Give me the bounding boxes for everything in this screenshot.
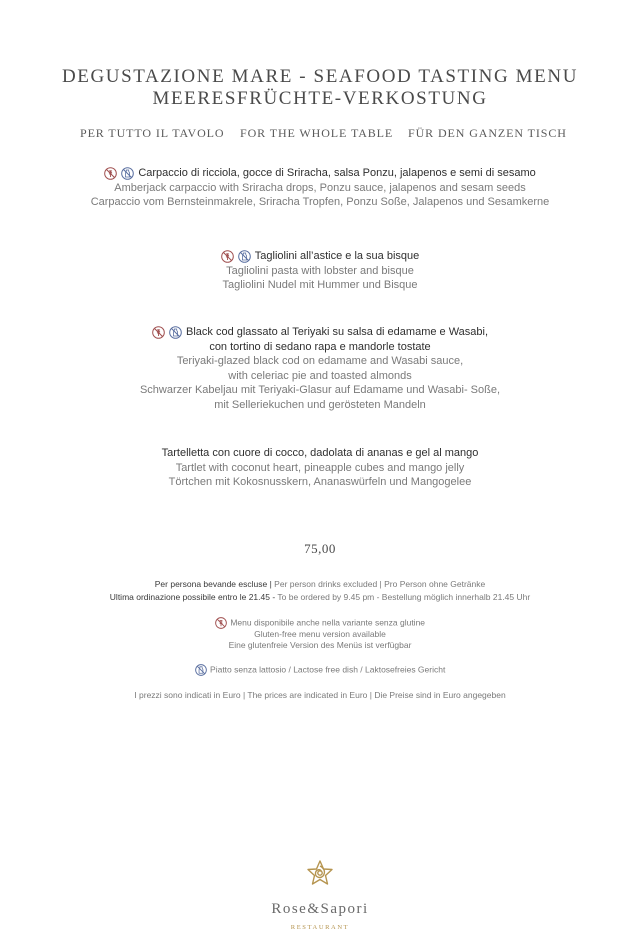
course-1 [0,166,640,210]
subhead-italian: PER TUTTO IL TAVOLO [80,126,225,140]
lactose-free-icon [195,664,207,676]
lactose-free-icon [238,250,251,263]
menu-price: 75,00 [304,541,336,556]
course-english: Amberjack carpaccio with Sriracha drops, Ponzu sauce, jalapenos and sesam seeds [114,181,526,194]
rose-logo [304,858,336,890]
course-german: Tagliolini Nudel mit Hummer und Bisque [222,279,418,292]
dish-name: Carpaccio di ricciola, gocce di Sriracha, salsa Ponzu, jalapenos e semi di sesamo [138,167,536,180]
course-4 [0,446,640,490]
dish-name: Tagliolini all’astice e la sua bisque [254,250,420,263]
lactose-free-icon [169,326,182,339]
gluten-free-icon [104,167,117,180]
gluten-free-legend [0,617,640,651]
lactose-free-legend [0,664,640,676]
course-german: Törtchen mit Kokosnusskern, Ananaswürfeln und Mangogelee [168,476,472,488]
dish-name: Black cod glassato al Teriyaki su salsa di edamame e Wasabi, [186,326,489,339]
drinks-note-italian: Per persona bevande escluse | [154,579,272,589]
currency-note: I prezzi sono indicati in Euro | The prices are indicated in Euro | Die Preise sind in Euro angegeben [134,690,506,700]
diet-icons [152,325,183,340]
drinks-note [0,578,640,591]
menu-title: DEGUSTAZIONE MARE - SEAFOOD TASTING MENU [61,66,579,87]
course-2 [0,249,640,293]
gluten-legend-italian: Menu disponibile anche nella variante senza glutine [230,617,426,628]
subhead-german: FÜR DEN GANZEN TISCH [408,126,567,140]
menu-title-german: MEERESFRÜCHTE-VERKOSTUNG [152,88,488,109]
course-italian: Tartelletta con cuore di cocco, dadolata di ananas e gel al mango [161,447,479,459]
order-note-translations: To be ordered by 9.45 pm - Bestellung möglich innerhalb 21.45 Uhr [277,592,531,602]
course-english-cont: with celeriac pie and toasted almonds [228,369,412,382]
gluten-legend-english: Gluten-free menu version available [254,629,386,639]
order-note [0,591,640,604]
course-english: Tagliolini pasta with lobster and bisque [226,264,414,277]
diet-icons [104,166,135,181]
drinks-note-translations: Per person drinks excluded | Pro Person ohne Getränke [274,579,486,589]
order-note-italian: Ultima ordinazione possibile entro le 21.45 - [109,592,276,602]
course-english: Tartlet with coconut heart, pineapple cubes and mango jelly [175,461,465,474]
course-german-cont: mit Selleriekuchen und gerösteten Mandeln [214,398,426,411]
gluten-free-icon [221,250,234,263]
subhead-english: FOR THE WHOLE TABLE [240,126,394,140]
course-german: Carpaccio vom Bernsteinmakrele, Sriracha Tropfen, Ponzu Soße, Jalapenos und Sesamkerne [90,196,550,209]
course-italian [0,325,640,340]
diet-icons [221,249,252,264]
restaurant-name: Rose&Sapori [271,901,369,917]
gluten-legend-german: Eine glutenfreie Version des Menüs ist verfügbar [228,640,412,650]
lactose-free-icon [121,167,134,180]
course-italian [0,166,640,181]
lactose-legend-text: Piatto senza lattosio / Lactose free dish / Laktosefreies Gericht [210,664,446,675]
gluten-free-icon [152,326,165,339]
course-english: Teriyaki-glazed black cod on edamame and Wasabi sauce, [176,355,464,368]
restaurant-subtitle: RESTAURANT [290,924,350,931]
course-3 [0,325,640,412]
course-italian [0,249,640,264]
course-german: Schwarzer Kabeljau mit Teriyaki-Glasur auf Edamame und Wasabi- Soße, [139,384,501,397]
gluten-free-icon [215,617,227,629]
course-italian-cont: con tortino di sedano rapa e mandorle tostate [209,340,431,353]
